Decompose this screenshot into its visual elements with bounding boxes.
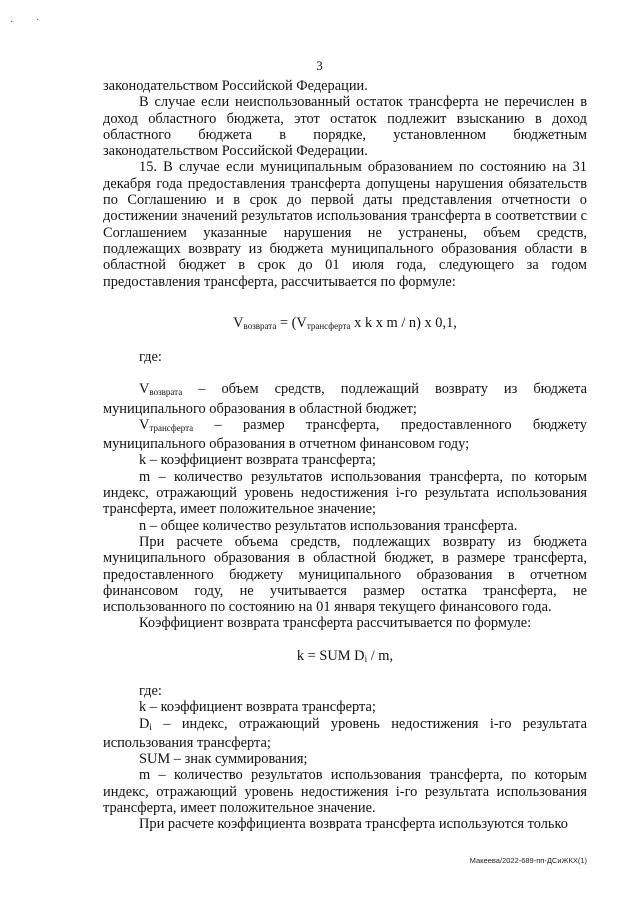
document-footer-code: Макеева/2022-689-пп-ДСиЖКХ(1) xyxy=(469,856,587,865)
paragraph: законодательством Российской Федерации. xyxy=(103,78,368,94)
where-label: где: xyxy=(139,349,162,365)
definitions-block-1 xyxy=(103,349,587,632)
definition-sum: SUM – знак суммирования; xyxy=(139,751,308,768)
definition-n: n – общее количество результатов использования трансферта. xyxy=(139,517,518,534)
page-number: 3 xyxy=(316,58,323,73)
paragraph: При расчете коэффициента возврата трансферта используются только xyxy=(139,816,568,833)
definition-m: m – количество результатов использования трансферта, по которым индекс, отражающий уровень недостижения i-го результата использования трансферта, имеет положительное значение. xyxy=(103,767,587,817)
paragraph: Коэффициент возврата трансферта рассчитывается по формуле: xyxy=(139,615,532,632)
definition-v-transfer: $V_{трансферта}$ – размер трансферта, предоставленного бюджету муниципального образования в отчетном финансовом году; xyxy=(103,416,587,453)
paragraph: В случае если неиспользованный остаток трансферта не перечислен в доход областного бюджета, этот остаток подлежит взысканию в доход областного бюджета в порядке, установленном бюджетным законодательством Российской Федерации. xyxy=(103,94,587,160)
scan-speck: · xyxy=(36,14,40,25)
definition-v-return: $V_{возврата}$ – объем средств, подлежащий возврату из бюджета муниципального образования в областной бюджет; xyxy=(103,381,587,417)
where-label: где: xyxy=(139,683,162,699)
formula-return-volume: $V_{возврата} = (V_{трансферта}$ x k x m / n) x 0,1, xyxy=(233,315,457,331)
definition-m: m – количество результатов использования трансферта, по которым индекс, отражающий уровень недостижения i-го результата использования трансферта, имеет положительное значение; xyxy=(103,468,587,518)
definition-k: k – коэффициент возврата трансферта; xyxy=(139,452,376,469)
paragraph: При расчете объема средств, подлежащих возврату из бюджета муниципального образования в областной бюджет, в размере трансферта, предоставленного бюджету муниципального образования в отчетном финансовом году, не учитывается размер остатка трансферта, не использованного по состоянию на 01 января текущего финансового года. xyxy=(103,533,587,616)
document-body xyxy=(103,78,587,290)
definition-di: $D_i$ – индекс, отражающий уровень недостижения i-го результата использования трансферта; xyxy=(103,715,587,751)
definitions-block-2 xyxy=(103,683,587,833)
definition-k: k – коэффициент возврата трансферта; xyxy=(139,699,376,716)
scan-speck: · xyxy=(10,16,14,27)
paragraph-item-15: 15. В случае если муниципальным образованием по состоянию на 31 декабря года предоставления трансферта допущены нарушения обязательств по Соглашению и в срок до первой даты представления отчетности о достижении значений результатов использования трансферта в соответствии с Соглашением указанные нарушения не устранены, объем средств, подлежащих возврату из бюджета муниципального образования области в областной бюджет в срок до 01 июля года, следующего за годом предоставления трансферта, рассчитывается по формуле: xyxy=(103,159,587,290)
formula-return-coefficient: k = SUM $D_i$ / m, xyxy=(296,648,394,664)
